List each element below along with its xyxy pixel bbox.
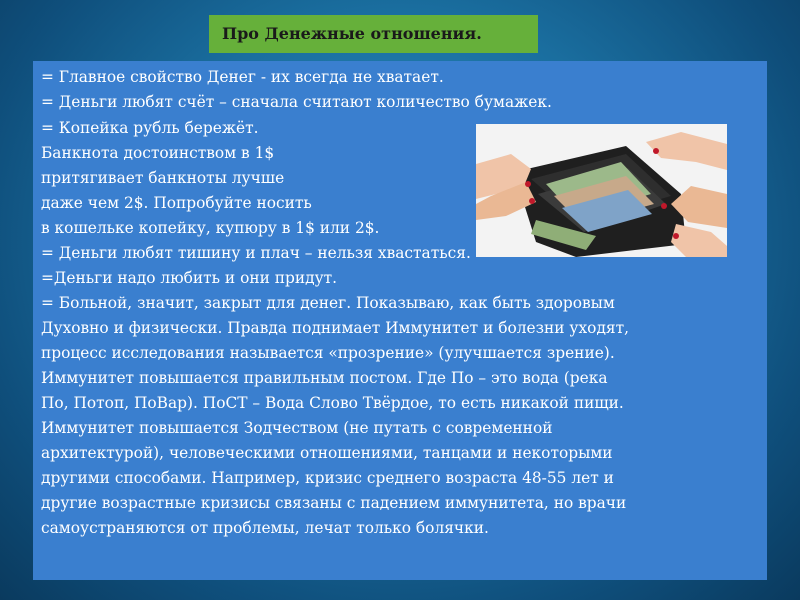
wallet-icon (476, 124, 727, 257)
text-line: Духовно и физически. Правда поднимает Иммунитет и болезни уходят, (41, 319, 630, 337)
text-line: Банкнота достоинством в 1$ (41, 144, 275, 162)
slide-title: Про Денежные отношения. (209, 15, 538, 53)
text-line: = Главное свойство Денег - их всегда не хватает. (41, 68, 444, 86)
text-line: =Деньги надо любить и они придут. (41, 269, 338, 287)
text-line: = Деньги любят счёт – сначала считают количество бумажек. (41, 93, 552, 111)
text-line: = Больной, значит, закрыт для денег. Показываю, как быть здоровым (41, 294, 615, 312)
text-line: в кошельке копейку, купюру в 1$ или 2$. (41, 219, 380, 237)
text-line: процесс исследования называется «прозрение» (улучшается зрение). (41, 344, 615, 362)
text-line: самоустраняются от проблемы, лечат только болячки. (41, 519, 489, 537)
text-line: даже чем 2$. Попробуйте носить (41, 194, 312, 212)
text-line: Иммунитет повышается правильным постом. Где По – это вода (река (41, 369, 608, 387)
text-line: притягивает банкноты лучше (41, 169, 285, 187)
text-line: другие возрастные кризисы связаны с падением иммунитета, но врачи (41, 494, 627, 512)
text-line: архитектурой), человеческими отношениями, танцами и некоторыми (41, 444, 613, 462)
text-line: Иммунитет повышается Зодчеством (не путать с современной (41, 419, 553, 437)
wallet-photo (476, 124, 727, 257)
text-line: другими способами. Например, кризис среднего возраста 48-55 лет и (41, 469, 614, 487)
text-line: По, Потоп, ПоВар). ПоСТ – Вода Слово Твёрдое, то есть никакой пищи. (41, 394, 624, 412)
text-line: = Деньги любят тишину и плач – нельзя хвастаться. (41, 244, 471, 262)
text-line: = Копейка рубль бережёт. (41, 119, 259, 137)
